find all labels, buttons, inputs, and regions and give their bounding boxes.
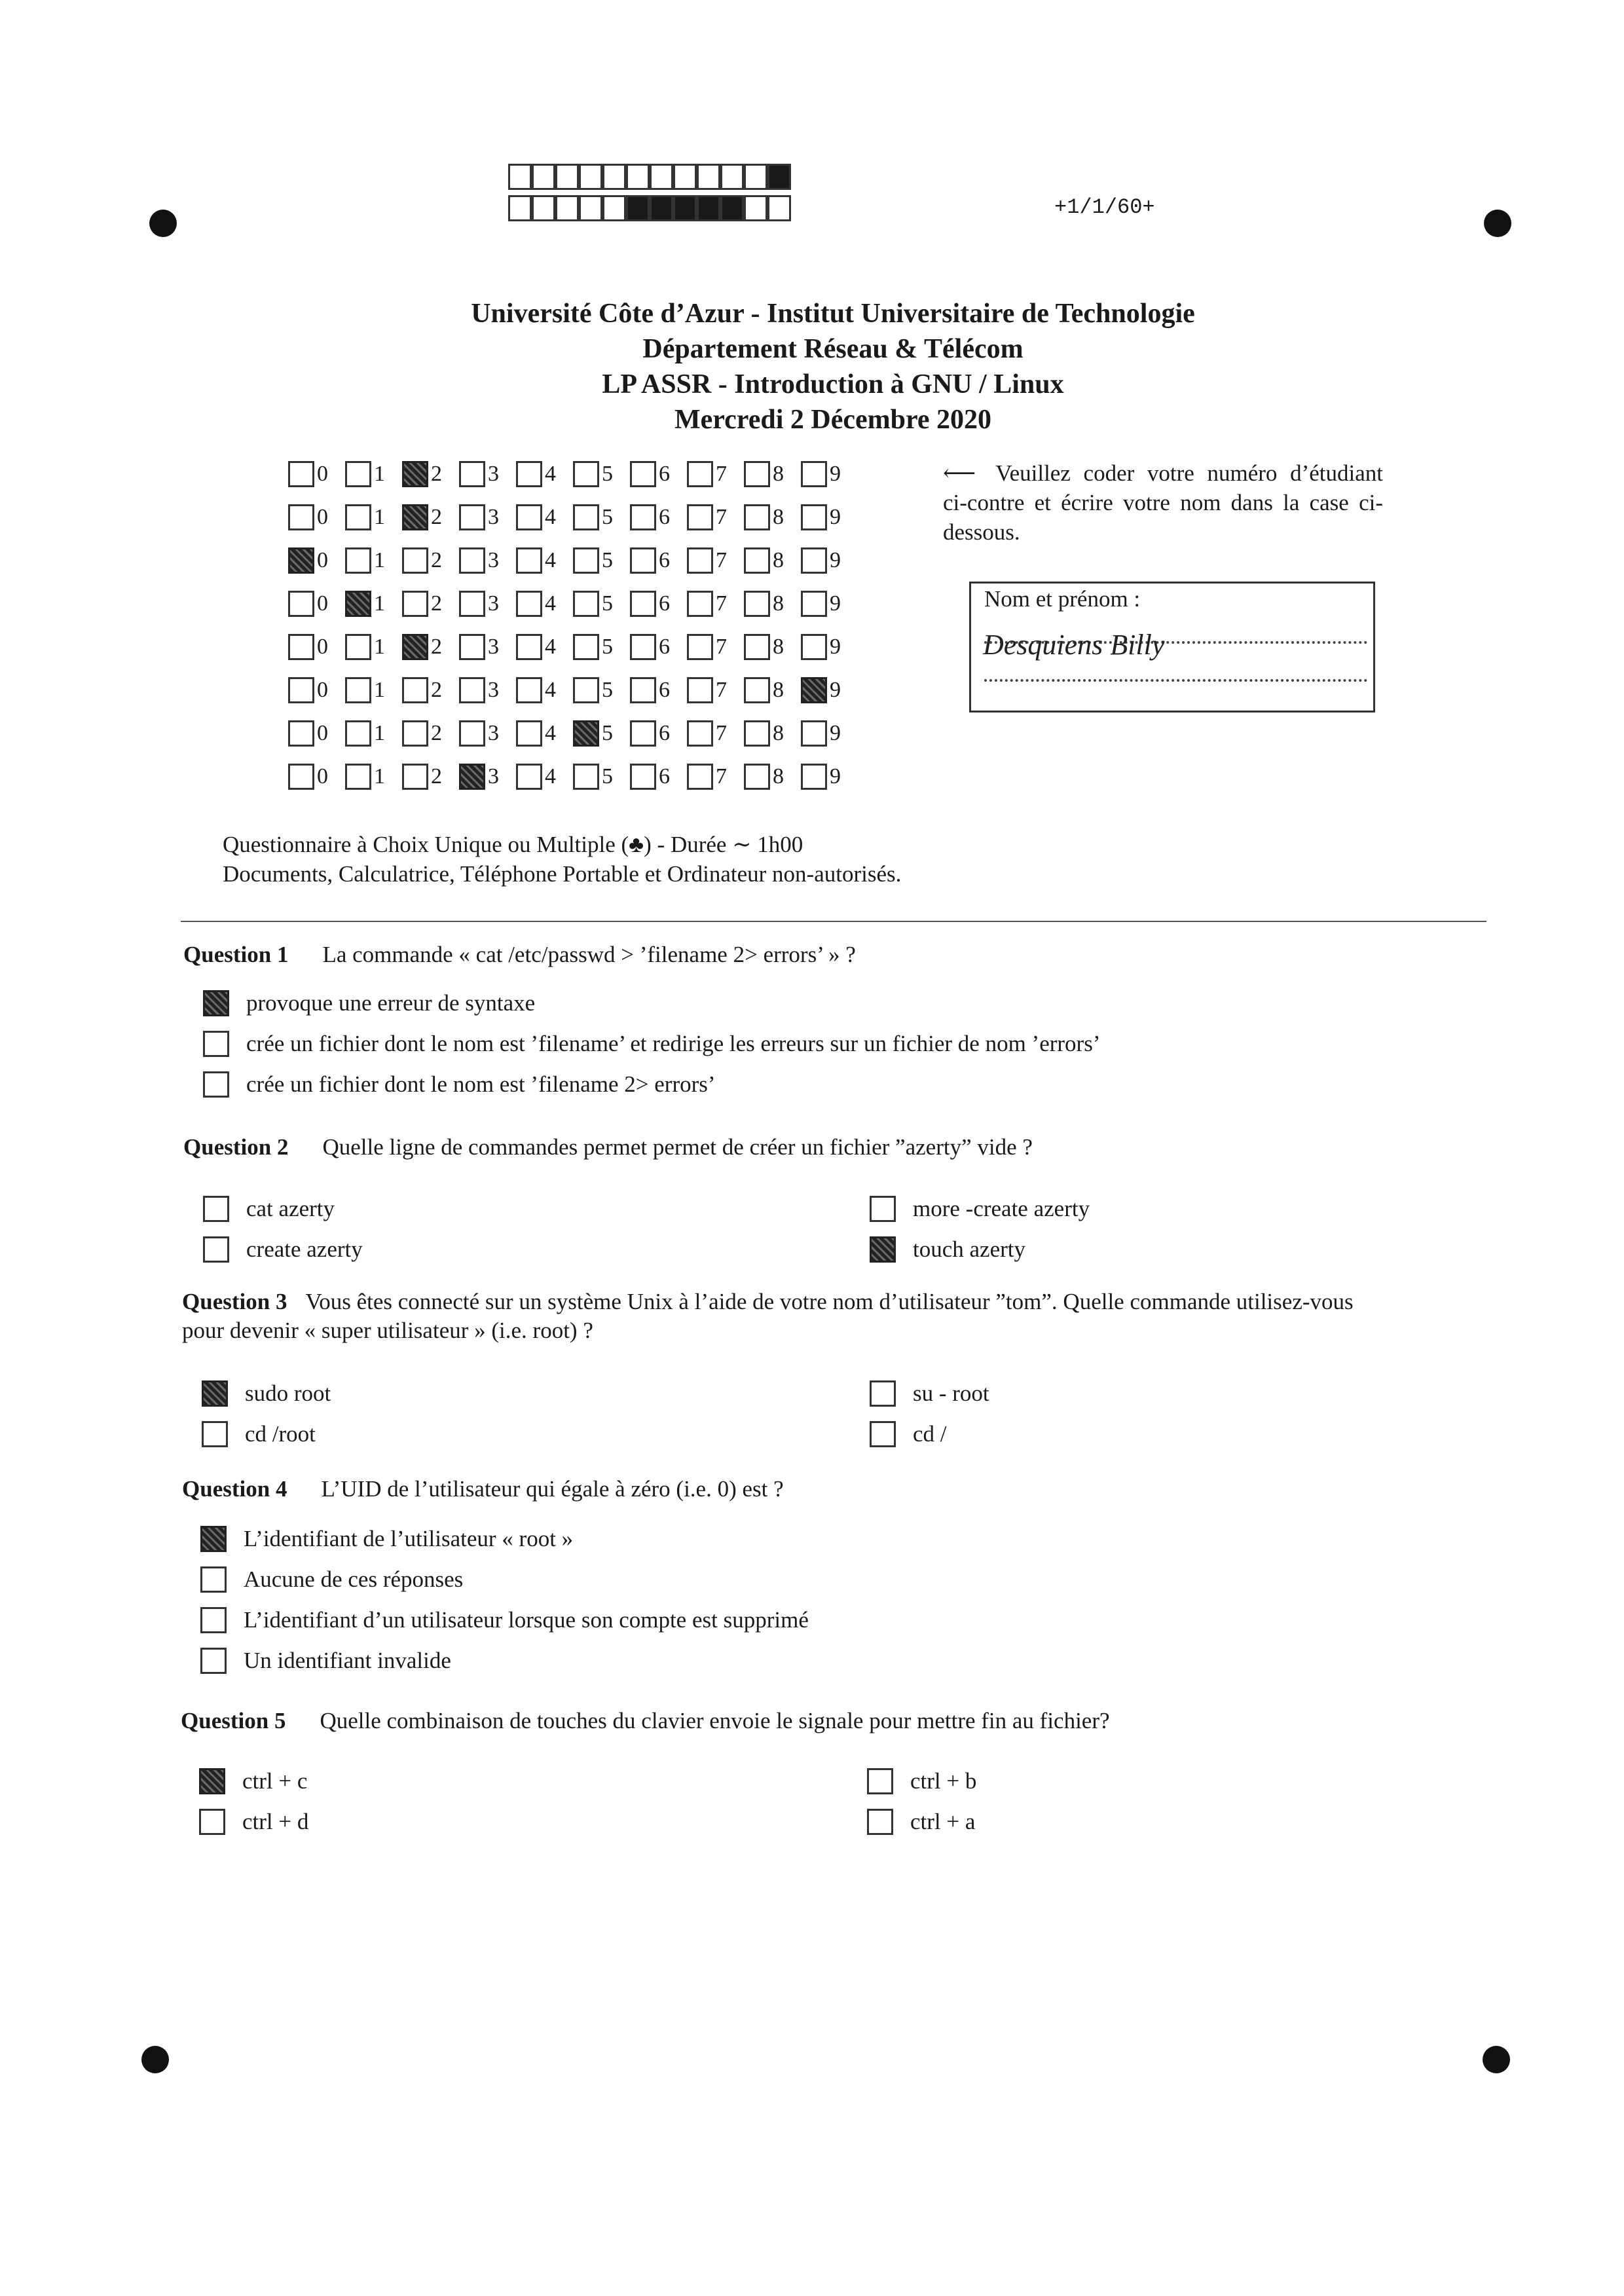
student-digit-box[interactable]	[345, 504, 371, 530]
student-digit-label: 2	[431, 505, 442, 529]
student-digit-label: 6	[659, 721, 670, 745]
barcode-cell	[602, 164, 626, 190]
student-digit-box[interactable]	[459, 504, 485, 530]
registration-mark-bottom-left	[141, 2046, 169, 2073]
student-digit-label: 6	[659, 635, 670, 659]
student-digit-box[interactable]	[402, 504, 428, 530]
answer-checkbox[interactable]	[200, 1526, 227, 1552]
student-digit-label: 4	[545, 505, 556, 529]
student-digit-box[interactable]	[801, 677, 827, 703]
student-digit-label: 7	[716, 721, 727, 745]
answer-checkbox[interactable]	[203, 1071, 229, 1098]
student-digit-label: 9	[830, 721, 841, 745]
answer-label: cd /root	[245, 1421, 316, 1447]
student-digit-label: 3	[488, 635, 499, 659]
university-title: Université Côte d’Azur - Institut Universitaire de Technologie	[471, 299, 1195, 329]
student-digit-box[interactable]	[516, 461, 542, 487]
student-digit-box[interactable]	[573, 504, 599, 530]
student-digit-label: 0	[317, 678, 328, 702]
student-digit-label: 0	[317, 462, 328, 486]
student-digit-box[interactable]	[288, 764, 314, 790]
student-digit-box[interactable]	[801, 764, 827, 790]
student-digit-label: 5	[602, 764, 613, 788]
student-digit-box[interactable]	[630, 677, 656, 703]
student-digit-label: 3	[488, 764, 499, 788]
answer-checkbox[interactable]	[203, 1236, 229, 1263]
student-digit-label: 5	[602, 678, 613, 702]
student-digit-box[interactable]	[345, 547, 371, 574]
left-arrow-icon: ⟵	[943, 460, 976, 486]
answer-checkbox[interactable]	[199, 1809, 225, 1835]
student-digit-label: 5	[602, 635, 613, 659]
barcode-cell	[720, 164, 744, 190]
department-title: Département Réseau & Télécom	[642, 334, 1024, 364]
student-digit-box[interactable]	[516, 591, 542, 617]
student-digit-label: 2	[431, 462, 442, 486]
barcode-cell	[673, 164, 697, 190]
student-digit-label: 2	[431, 764, 442, 788]
question-2	[183, 1133, 1033, 1162]
student-digit-box[interactable]	[288, 634, 314, 660]
student-digit-box[interactable]	[630, 591, 656, 617]
student-digit-label: 3	[488, 678, 499, 702]
question-text: Quelle ligne de commandes permet permet de créer un fichier ”azerty” vide ?	[322, 1134, 1033, 1160]
student-digit-label: 6	[659, 505, 670, 529]
student-digit-label: 4	[545, 678, 556, 702]
question-text: La commande « cat /etc/passwd > ’filename 2> errors’ » ?	[322, 942, 856, 967]
student-digit-box[interactable]	[516, 764, 542, 790]
handwritten-name: Desquiens Billy	[983, 629, 1165, 661]
answer-label: ctrl + a	[910, 1809, 976, 1834]
registration-mark-top-right	[1484, 210, 1511, 237]
question-text: L’UID de l’utilisateur qui égale à zéro (i.e. 0) est ?	[321, 1476, 784, 1502]
barcode-cell	[602, 195, 626, 221]
student-digit-label: 2	[431, 548, 442, 572]
student-digit-label: 1	[374, 462, 385, 486]
student-digit-box[interactable]	[744, 461, 770, 487]
student-digit-label: 5	[602, 591, 613, 616]
student-digit-label: 6	[659, 462, 670, 486]
course-title: LP ASSR - Introduction à GNU / Linux	[602, 369, 1064, 399]
student-digit-box[interactable]	[744, 634, 770, 660]
student-digit-box[interactable]	[345, 461, 371, 487]
question-text: Quelle combinaison de touches du clavier envoie le signale pour mettre fin au fichier?	[320, 1708, 1110, 1733]
answer-checkbox[interactable]	[202, 1421, 228, 1447]
student-digit-box[interactable]	[516, 677, 542, 703]
student-digit-box[interactable]	[459, 720, 485, 747]
student-digit-box[interactable]	[288, 461, 314, 487]
student-digit-box[interactable]	[744, 504, 770, 530]
student-digit-box[interactable]	[288, 504, 314, 530]
student-digit-box[interactable]	[402, 677, 428, 703]
student-digit-label: 0	[317, 505, 328, 529]
answer-checkbox[interactable]	[867, 1809, 893, 1835]
student-digit-label: 8	[773, 462, 784, 486]
answer-label: L’identifiant d’un utilisateur lorsque son compte est supprimé	[244, 1607, 809, 1633]
answer-checkbox[interactable]	[199, 1768, 225, 1794]
student-digit-label: 8	[773, 721, 784, 745]
student-digit-label: 7	[716, 678, 727, 702]
student-digit-box[interactable]	[516, 504, 542, 530]
student-digit-label: 2	[431, 721, 442, 745]
barcode-cell	[532, 164, 555, 190]
student-digit-label: 9	[830, 635, 841, 659]
name-box[interactable]	[969, 582, 1375, 713]
student-digit-box[interactable]	[402, 591, 428, 617]
answer-checkbox[interactable]	[202, 1380, 228, 1407]
question-1	[183, 940, 856, 969]
student-digit-label: 0	[317, 635, 328, 659]
answer-label: Aucune de ces réponses	[244, 1566, 464, 1592]
student-digit-label: 9	[830, 591, 841, 616]
page-id: +1/1/60+	[1054, 195, 1155, 219]
student-digit-box[interactable]	[288, 720, 314, 747]
student-digit-label: 1	[374, 764, 385, 788]
answer-checkbox[interactable]	[203, 1196, 229, 1222]
student-digit-box[interactable]	[345, 677, 371, 703]
student-digit-box[interactable]	[345, 591, 371, 617]
barcode-cell	[626, 164, 650, 190]
student-digit-label: 1	[374, 635, 385, 659]
student-digit-label: 4	[545, 635, 556, 659]
answer-checkbox[interactable]	[203, 990, 229, 1016]
student-digit-box[interactable]	[630, 504, 656, 530]
student-digit-label: 7	[716, 635, 727, 659]
student-digit-box[interactable]	[744, 547, 770, 574]
answer-label: create azerty	[246, 1236, 363, 1262]
barcode-cell	[508, 164, 532, 190]
student-digit-box[interactable]	[630, 547, 656, 574]
student-digit-box[interactable]	[801, 461, 827, 487]
student-digit-box[interactable]	[459, 634, 485, 660]
answer-label: more -create azerty	[913, 1196, 1090, 1221]
student-digit-label: 6	[659, 764, 670, 788]
barcode-cell	[767, 195, 791, 221]
student-digit-label: 9	[830, 764, 841, 788]
question-label: Question 4	[182, 1476, 287, 1502]
answer-checkbox[interactable]	[867, 1768, 893, 1794]
student-digit-label: 1	[374, 678, 385, 702]
student-digit-label: 4	[545, 591, 556, 616]
student-digit-label: 6	[659, 678, 670, 702]
student-digit-box[interactable]	[402, 634, 428, 660]
answer-checkbox[interactable]	[203, 1031, 229, 1057]
student-digit-box[interactable]	[687, 764, 713, 790]
student-digit-label: 5	[602, 721, 613, 745]
student-digit-label: 2	[431, 591, 442, 616]
student-digit-box[interactable]	[687, 547, 713, 574]
student-digit-label: 7	[716, 462, 727, 486]
barcode-cell	[697, 164, 720, 190]
student-digit-label: 8	[773, 505, 784, 529]
answer-checkbox[interactable]	[870, 1236, 896, 1263]
student-digit-label: 0	[317, 591, 328, 616]
student-digit-label: 4	[545, 462, 556, 486]
question-label: Question 5	[181, 1708, 286, 1733]
answer-checkbox[interactable]	[200, 1648, 227, 1674]
instructions	[943, 458, 1383, 547]
student-digit-label: 0	[317, 548, 328, 572]
student-digit-label: 9	[830, 678, 841, 702]
student-digit-box[interactable]	[345, 634, 371, 660]
student-digit-box[interactable]	[744, 677, 770, 703]
exam-rules: Documents, Calculatrice, Téléphone Portable et Ordinateur non-autorisés.	[223, 861, 902, 887]
student-digit-label: 3	[488, 591, 499, 616]
student-digit-label: 1	[374, 591, 385, 616]
student-digit-box[interactable]	[801, 504, 827, 530]
student-digit-label: 4	[545, 764, 556, 788]
student-digit-label: 3	[488, 505, 499, 529]
student-digit-box[interactable]	[402, 461, 428, 487]
barcode-cell	[697, 195, 720, 221]
student-digit-label: 8	[773, 678, 784, 702]
question-text: Vous êtes connecté sur un système Unix à l’aide de votre nom d’utilisateur ”tom”. Quelle commande utilisez-vous	[305, 1289, 1354, 1314]
answer-label: ctrl + b	[910, 1768, 977, 1794]
student-digit-label: 2	[431, 678, 442, 702]
student-digit-label: 7	[716, 591, 727, 616]
student-digit-label: 8	[773, 548, 784, 572]
student-digit-box[interactable]	[402, 720, 428, 747]
student-digit-label: 4	[545, 548, 556, 572]
student-digit-label: 3	[488, 721, 499, 745]
barcode-cell	[579, 164, 602, 190]
answer-checkbox[interactable]	[200, 1566, 227, 1593]
answer-label: L’identifiant de l’utilisateur « root »	[244, 1526, 574, 1551]
student-digit-label: 7	[716, 505, 727, 529]
student-digit-box[interactable]	[687, 720, 713, 747]
student-digit-box[interactable]	[630, 720, 656, 747]
student-digit-label: 1	[374, 548, 385, 572]
answer-label: crée un fichier dont le nom est ’filename’ et redirige les erreurs sur un fichier de nom ’errors’	[246, 1031, 1101, 1056]
student-digit-box[interactable]	[801, 634, 827, 660]
page-barcode	[508, 164, 796, 223]
student-digit-box[interactable]	[345, 764, 371, 790]
student-digit-box[interactable]	[402, 547, 428, 574]
barcode-cell	[650, 164, 673, 190]
student-digit-box[interactable]	[801, 547, 827, 574]
student-digit-box[interactable]	[687, 634, 713, 660]
answer-label: cat azerty	[246, 1196, 335, 1221]
student-digit-label: 3	[488, 462, 499, 486]
exam-date: Mercredi 2 Décembre 2020	[674, 405, 991, 435]
student-digit-box[interactable]	[459, 677, 485, 703]
answer-label: su - root	[913, 1380, 989, 1406]
student-digit-label: 1	[374, 721, 385, 745]
question-text-continued: pour devenir « super utilisateur » (i.e. root) ?	[182, 1318, 593, 1343]
student-digit-box[interactable]	[687, 591, 713, 617]
student-digit-box[interactable]	[516, 720, 542, 747]
question-label: Question 1	[183, 942, 289, 967]
student-digit-label: 5	[602, 505, 613, 529]
instructions-text: Veuillez coder votre numéro d’étudiant ci-contre et écrire votre nom dans la case ci-dessous.	[943, 460, 1383, 545]
student-digit-box[interactable]	[459, 461, 485, 487]
question-4	[182, 1475, 784, 1504]
barcode-cell	[744, 195, 767, 221]
section-divider	[181, 921, 1486, 922]
student-digit-box[interactable]	[573, 461, 599, 487]
student-digit-box[interactable]	[573, 634, 599, 660]
registration-mark-bottom-right	[1483, 2046, 1510, 2073]
barcode-cell	[579, 195, 602, 221]
answer-label: cd /	[913, 1421, 947, 1447]
student-digit-box[interactable]	[459, 764, 485, 790]
answer-label: ctrl + c	[242, 1768, 308, 1794]
barcode-cell	[650, 195, 673, 221]
barcode-cell	[555, 195, 579, 221]
student-digit-label: 4	[545, 721, 556, 745]
question-5	[181, 1707, 1110, 1735]
student-digit-box[interactable]	[687, 504, 713, 530]
student-digit-box[interactable]	[801, 591, 827, 617]
barcode-cell	[626, 195, 650, 221]
answer-label: sudo root	[245, 1380, 331, 1406]
student-digit-label: 8	[773, 635, 784, 659]
student-digit-label: 5	[602, 462, 613, 486]
student-digit-box[interactable]	[630, 461, 656, 487]
student-digit-label: 9	[830, 548, 841, 572]
student-digit-box[interactable]	[744, 720, 770, 747]
question-label: Question 2	[183, 1134, 289, 1160]
student-digit-box[interactable]	[573, 547, 599, 574]
student-digit-box[interactable]	[630, 764, 656, 790]
registration-mark-top-left	[149, 210, 177, 237]
student-digit-box[interactable]	[345, 720, 371, 747]
student-digit-label: 1	[374, 505, 385, 529]
student-digit-box[interactable]	[288, 677, 314, 703]
student-digit-box[interactable]	[573, 677, 599, 703]
barcode-cell	[720, 195, 744, 221]
student-digit-box[interactable]	[744, 591, 770, 617]
barcode-cell	[767, 164, 791, 190]
student-digit-box[interactable]	[516, 634, 542, 660]
student-digit-box[interactable]	[288, 591, 314, 617]
answer-label: touch azerty	[913, 1236, 1025, 1262]
student-digit-box[interactable]	[288, 547, 314, 574]
answer-label: ctrl + d	[242, 1809, 309, 1834]
exam-format: Questionnaire à Choix Unique ou Multiple (♣) - Durée ∼ 1h00	[223, 832, 803, 857]
student-digit-box[interactable]	[801, 720, 827, 747]
answer-label: Un identifiant invalide	[244, 1648, 451, 1673]
student-digit-box[interactable]	[687, 677, 713, 703]
barcode-cell	[673, 195, 697, 221]
student-digit-label: 6	[659, 591, 670, 616]
answer-checkbox[interactable]	[200, 1607, 227, 1633]
student-digit-label: 7	[716, 548, 727, 572]
student-digit-box[interactable]	[744, 764, 770, 790]
student-digit-box[interactable]	[516, 547, 542, 574]
student-digit-label: 8	[773, 591, 784, 616]
student-digit-label: 9	[830, 505, 841, 529]
student-digit-box[interactable]	[630, 634, 656, 660]
barcode-cell	[744, 164, 767, 190]
student-digit-label: 6	[659, 548, 670, 572]
student-digit-label: 8	[773, 764, 784, 788]
student-digit-box[interactable]	[402, 764, 428, 790]
student-digit-label: 5	[602, 548, 613, 572]
answer-checkbox[interactable]	[870, 1421, 896, 1447]
answer-label: crée un fichier dont le nom est ’filename 2> errors’	[246, 1071, 716, 1097]
student-digit-box[interactable]	[459, 591, 485, 617]
answer-checkbox[interactable]	[870, 1380, 896, 1407]
student-digit-label: 3	[488, 548, 499, 572]
name-label: Nom et prénom :	[984, 586, 1141, 612]
answer-checkbox[interactable]	[870, 1196, 896, 1222]
question-label: Question 3	[182, 1289, 287, 1314]
question-3	[182, 1287, 1492, 1345]
student-digit-label: 2	[431, 635, 442, 659]
answer-label: provoque une erreur de syntaxe	[246, 990, 536, 1016]
student-digit-label: 9	[830, 462, 841, 486]
barcode-cell	[508, 195, 532, 221]
student-digit-label: 7	[716, 764, 727, 788]
student-digit-box[interactable]	[573, 720, 599, 747]
student-digit-box[interactable]	[573, 764, 599, 790]
student-digit-label: 0	[317, 764, 328, 788]
student-digit-box[interactable]	[459, 547, 485, 574]
barcode-cell	[532, 195, 555, 221]
student-digit-box[interactable]	[687, 461, 713, 487]
barcode-cell	[555, 164, 579, 190]
student-digit-box[interactable]	[573, 591, 599, 617]
name-dotted-line-2	[984, 679, 1367, 682]
student-digit-label: 0	[317, 721, 328, 745]
